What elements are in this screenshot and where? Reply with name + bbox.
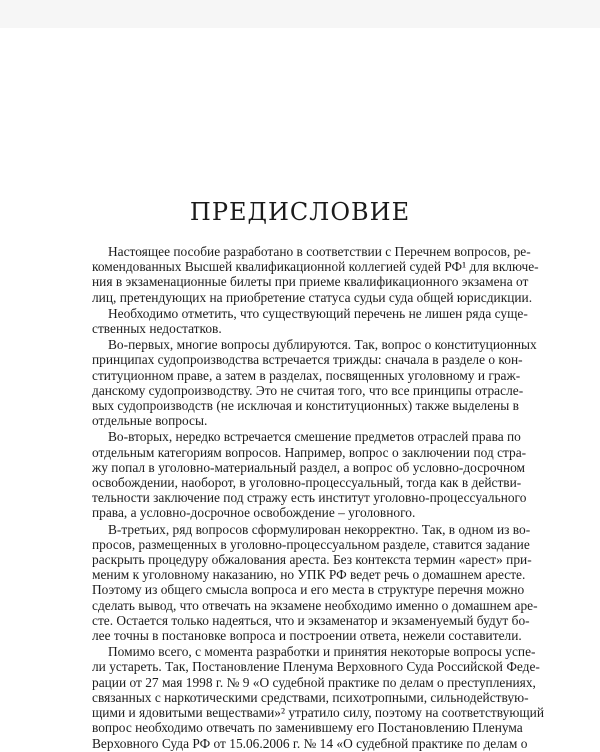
paragraph [92,337,537,429]
text-line: меним к уголовному наказанию, но УПК РФ ведет речь о домашнем аресте. [92,567,526,583]
paragraph [92,429,527,521]
text-line: ственных недостатков. [92,321,222,337]
page-title: ПРЕДИСЛОВИЕ [189,198,411,226]
text-line: вопрос необходимо отвечать по заменившему его Постановлению Пленума [92,720,523,736]
text-line: Настоящее пособие разработано в соответствии с Перечнем вопросов, ре- [108,244,531,259]
text-line: Во-первых, многие вопросы дублируются. Так, вопрос о конституционных [108,337,537,353]
text-line: связанных с наркотическими средствами, психотропными, сильнодействую- [92,689,529,705]
paragraph [92,244,539,305]
text-line: Поэтому из общего смысла вопроса и его места в структуре перечня можно [92,582,525,598]
text-line: жу попал в уголовно-материальный раздел, а вопрос об условно-досрочном [92,459,526,475]
text-line: отдельные вопросы. [92,413,208,429]
text-line: принципах судопроизводства встречается трижды: сначала в разделе о кон- [92,352,523,368]
text-line: ния в экзаменационные билеты при приеме квалификационного экзамена от [92,274,529,290]
text-line: отдельным категориям вопросов. Например, вопрос о заключении под стра- [92,444,527,460]
paragraph [92,305,528,337]
text-line: освобождении, наоборот, в уголовно-процессуальный, тогда как в действи- [92,475,522,491]
text-line: рации от 27 мая 1998 г. № 9 «О судебной практике по делам о преступлениях, [92,674,536,690]
text-line: Во-вторых, нередко встречается смешение предметов отраслей права по [108,429,521,445]
text-line: комендованных Высшей квалификационной коллегией судей РФ¹ для включе- [92,259,539,275]
text-line: щими и ядовитыми веществами»² утратило силу, поэтому на соответствующий [92,705,544,721]
text-line: просов, размещенных в уголовно-процессуальном разделе, ставится задание [92,536,530,552]
paragraph [92,644,544,751]
preface-body [92,244,544,752]
text-line: данскому судопроизводству. Это не считая того, что все принципы отрасле- [92,382,524,398]
text-line: Верховного Суда РФ от 15.06.2006 г. № 14 «О судебной практике по делам о [92,735,528,751]
text-line: сте. Остается только надеяться, что и экзаменатор и экзаменуемый будут бо- [92,612,530,628]
paragraph [92,521,538,644]
text-line: лиц, претендующих на приобретение статуса судьи суда общей юрисдикции. [92,289,533,305]
text-line: сделать вывод, что отвечать на экзамене необходимо именно о домашнем аре- [92,597,538,613]
text-line: права, а условно-досрочное освобождение – уголовного. [92,505,416,521]
text-line: Необходимо отметить, что существующий перечень не лишен ряда суще- [108,305,528,321]
text-line: ституционном праве, а затем в разделах, посвященных уголовному и граж- [92,367,521,383]
text-line: Помимо всего, с момента разработки и принятия некоторые вопросы успе- [108,644,536,660]
text-line: лее точны в постановке вопроса и построении ответа, нежели составители. [92,628,522,644]
text-line: В-третьих, ряд вопросов сформулирован некорректно. Так, в одном из во- [108,521,531,537]
text-line: вых судопроизводств (не исключая и конституционных) также выделены в [92,398,519,414]
text-line: тельности заключение под стражу есть институт уголовно-процессуального [92,490,527,506]
text-line: ли устареть. Так, Постановление Пленума Верховного Суда Российской Феде- [92,659,540,675]
text-line: раскрыть процедуру обжалования ареста. Без контекста термин «арест» при- [92,552,532,568]
scan-top-band [0,0,600,28]
